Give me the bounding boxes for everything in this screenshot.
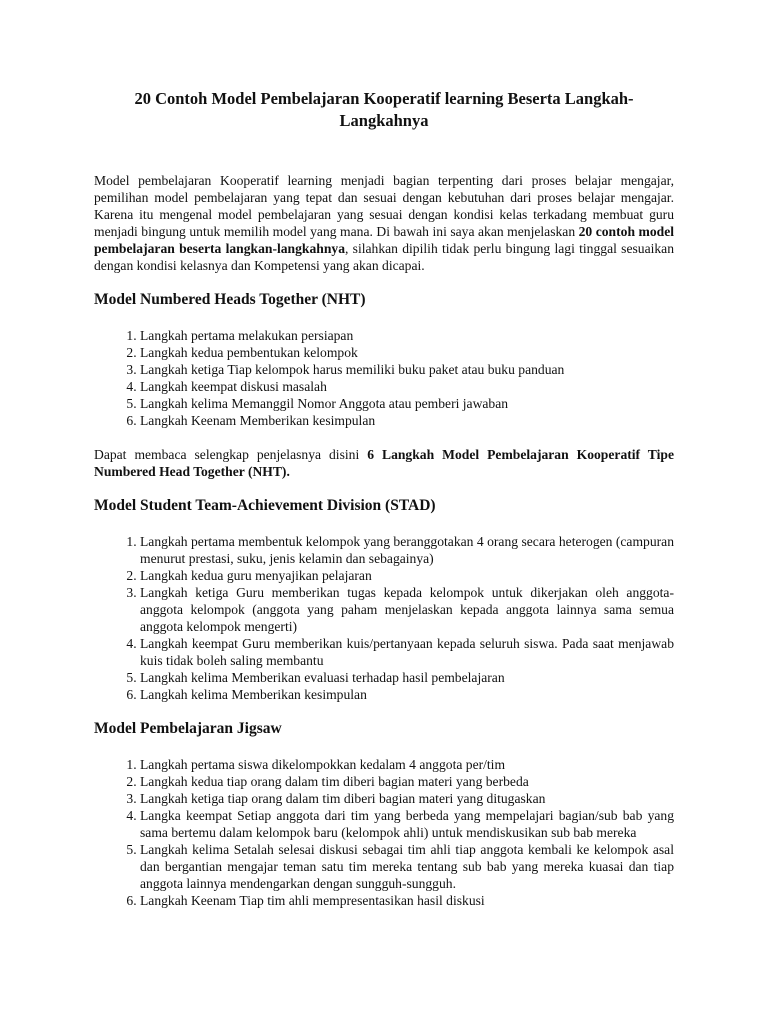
list-item: 6. Langkah Keenam Memberikan kesimpulan [140, 412, 674, 429]
intro-bold-text: 20 contoh model pembelajaran beserta langkan-langkahnya [94, 224, 674, 256]
section-heading-stad: Model Student Team-Achievement Division (STAD) [94, 497, 436, 514]
intro-text-before: Model pembelajaran Kooperatif learning menjadi bagian terpenting dari proses belajar mengajar, pemilihan model pembelajaran yang tepat dan sesuai dengan kebutuhan dari proses belajar mengajar. Karena itu mengenal model pembelajaran yang sesuai dengan kondisi kelas terkadang membuat guru menjadi bingung untuk memilih model yang mana. Di bawah ini saya akan menjelaskan [94, 173, 674, 239]
steps-list-jigsaw [94, 756, 674, 909]
intro-text-after: , silahkan dipilih tidak perlu bingung lagi tinggal sesuaikan dengan kondisi kelasnya dan Kompetensi yang akan dicapai. [94, 241, 675, 273]
list-item: 1. Langkah pertama melakukan persiapan [140, 327, 674, 344]
list-item: 1. Langkah pertama membentuk kelompok yang beranggotakan 4 orang secara heterogen (campuran menurut prestasi, suku, jenis kelamin dan sebagainya) [140, 533, 674, 567]
document-title: 20 Contoh Model Pembelajaran Kooperatif learning Beserta Langkah-Langkahnya [134, 89, 634, 130]
list-item: 4. Langkah keempat Guru memberikan kuis/pertanyaan kepada seluruh siswa. Pada saat menjawab kuis tidak boleh saling membantu [140, 635, 674, 669]
section-heading-jigsaw: Model Pembelajaran Jigsaw [94, 720, 282, 737]
intro-paragraph [94, 172, 674, 274]
list-item: 6. Langkah Keenam Tiap tim ahli mempresentasikan hasil diskusi [140, 892, 674, 909]
list-item: 3. Langkah ketiga tiap orang dalam tim diberi bagian materi yang ditugaskan [140, 790, 674, 807]
list-item: 1. Langkah pertama siswa dikelompokkan kedalam 4 anggota per/tim [140, 756, 674, 773]
steps-list-stad [94, 533, 674, 703]
note-bold-link-text: 6 Langkah Model Pembelajaran Kooperatif Tipe Numbered Head Together (NHT). [94, 447, 674, 479]
section-heading-nht: Model Numbered Heads Together (NHT) [94, 291, 366, 308]
list-item: 5. Langkah kelima Setalah selesai diskusi sebagai tim ahli tiap anggota kembali ke kelompok asal dan bergantian mengajar teman satu tim mereka tentang sub bab yang mereka kuasai dan tiap anggota lainnya mendengarkan dengan sungguh-sungguh. [140, 841, 674, 892]
list-item: 5. Langkah kelima Memanggil Nomor Anggota atau pemberi jawaban [140, 395, 674, 412]
nht-reference-note [94, 446, 674, 480]
list-item: 2. Langkah kedua guru menyajikan pelajaran [140, 567, 674, 584]
note-text: Dapat membaca selengkap penjelasnya disini [94, 447, 368, 462]
steps-list-nht [94, 327, 674, 429]
list-item: 2. Langkah kedua pembentukan kelompok [140, 344, 674, 361]
list-item: 6. Langkah kelima Memberikan kesimpulan [140, 686, 674, 703]
list-item: 3. Langkah ketiga Guru memberikan tugas kepada kelompok untuk dikerjakan oleh anggota-anggota kelompok (anggota yang paham menjelaskan kepada anggota lainnya sama semua anggota kelompok mengerti) [140, 584, 674, 635]
list-item: 2. Langkah kedua tiap orang dalam tim diberi bagian materi yang berbeda [140, 773, 674, 790]
list-item: 4. Langka keempat Setiap anggota dari tim yang berbeda yang mempelajari bagian/sub bab yang sama bertemu dalam kelompok baru (kelompok ahli) untuk mendiskusikan sub bab mereka [140, 807, 674, 841]
list-item: 5. Langkah kelima Memberikan evaluasi terhadap hasil pembelajaran [140, 669, 674, 686]
list-item: 3. Langkah ketiga Tiap kelompok harus memiliki buku paket atau buku panduan [140, 361, 674, 378]
list-item: 4. Langkah keempat diskusi masalah [140, 378, 674, 395]
